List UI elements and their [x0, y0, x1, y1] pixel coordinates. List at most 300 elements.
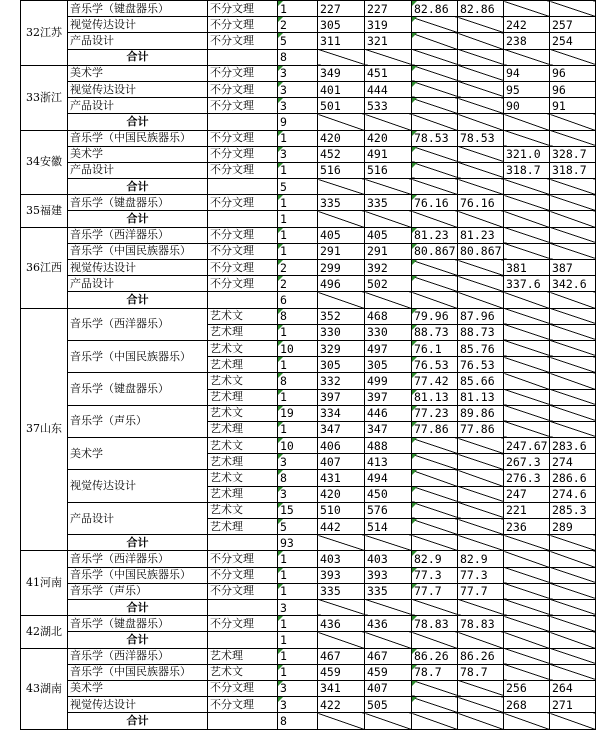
major-min-cell: 318.7: [504, 162, 550, 178]
table-row: [21, 162, 596, 178]
empty-culture-max-cell: [458, 438, 504, 454]
plan-count-cell: 1: [278, 664, 318, 680]
empty-total-cell: [458, 49, 504, 65]
min-cell: 397: [318, 389, 365, 405]
empty-major-max-cell: [550, 373, 596, 389]
culture-min-cell: 77.86: [412, 421, 458, 437]
major-cell: 美术学: [68, 680, 208, 696]
major-max-cell: 274.6: [550, 486, 596, 502]
major-cell: 音乐学（声乐）: [68, 405, 208, 437]
category-cell: 不分文理: [208, 98, 278, 114]
empty-major-min-cell: [504, 551, 550, 567]
empty-total-cell: [504, 292, 550, 308]
plan-count-cell: 1: [278, 551, 318, 567]
table-row: [21, 33, 596, 49]
plan-count-cell: 1: [278, 567, 318, 583]
category-cell: 不分文理: [208, 616, 278, 632]
culture-min-cell: 76.1: [412, 340, 458, 356]
empty-culture-max-cell: [458, 81, 504, 97]
category-cell: 不分文理: [208, 227, 278, 243]
major-cell: 音乐学（键盘器乐）: [68, 195, 208, 211]
total-row: [21, 211, 596, 227]
min-cell: 299: [318, 260, 365, 276]
max-cell: 450: [365, 486, 412, 502]
province-cell: 36江西: [21, 227, 68, 308]
min-cell: 291: [318, 243, 365, 259]
empty-total-cell: [318, 211, 365, 227]
plan-count-cell: 8: [278, 373, 318, 389]
max-cell: 335: [365, 583, 412, 599]
max-cell: 499: [365, 373, 412, 389]
empty-total-cell: [550, 632, 596, 648]
culture-max-cell: 88.73: [458, 324, 504, 340]
table-row: [21, 551, 596, 567]
category-cell: 不分文理: [208, 260, 278, 276]
min-cell: 501: [318, 98, 365, 114]
min-cell: 442: [318, 519, 365, 535]
empty-major-min-cell: [504, 389, 550, 405]
empty-major-min-cell: [504, 664, 550, 680]
category-cell: 不分文理: [208, 146, 278, 162]
empty-major-min-cell: [504, 308, 550, 324]
max-cell: 505: [365, 697, 412, 713]
major-max-cell: 318.7: [550, 162, 596, 178]
major-cell: 美术学: [68, 65, 208, 81]
total-row: [21, 713, 596, 730]
culture-max-cell: 85.66: [458, 373, 504, 389]
empty-total-cell: [412, 114, 458, 130]
empty-major-min-cell: [504, 243, 550, 259]
empty-total-cell: [504, 632, 550, 648]
major-min-cell: 247: [504, 486, 550, 502]
empty-total-cell: [412, 599, 458, 615]
empty-major-max-cell: [550, 616, 596, 632]
max-cell: 405: [365, 227, 412, 243]
empty-major-min-cell: [504, 357, 550, 373]
category-cell: 不分文理: [208, 1, 278, 17]
major-cell: 音乐学（西洋器乐）: [68, 551, 208, 567]
empty-total-cell: [365, 49, 412, 65]
culture-min-cell: 81.13: [412, 389, 458, 405]
empty-total-cell: [412, 179, 458, 195]
culture-max-cell: 76.16: [458, 195, 504, 211]
empty-culture-max-cell: [458, 260, 504, 276]
empty-total-cell: [318, 114, 365, 130]
major-min-cell: 337.6: [504, 276, 550, 292]
empty-major-max-cell: [550, 227, 596, 243]
total-label: 合计: [68, 292, 208, 308]
empty-culture-max-cell: [458, 697, 504, 713]
empty-culture-max-cell: [458, 65, 504, 81]
category-cell: 艺术理: [208, 324, 278, 340]
culture-min-cell: 77.23: [412, 405, 458, 421]
min-cell: 352: [318, 308, 365, 324]
total-count-cell: 8: [278, 49, 318, 65]
empty-major-min-cell: [504, 195, 550, 211]
plan-count-cell: 3: [278, 454, 318, 470]
empty-culture-min-cell: [412, 98, 458, 114]
max-cell: 467: [365, 648, 412, 664]
major-max-cell: 264: [550, 680, 596, 696]
category-cell: 不分文理: [208, 680, 278, 696]
max-cell: 305: [365, 357, 412, 373]
total-row: [21, 292, 596, 308]
plan-count-cell: 1: [278, 227, 318, 243]
total-count-cell: 5: [278, 179, 318, 195]
total-label: 合计: [68, 632, 208, 648]
total-spacer: [208, 713, 278, 730]
major-max-cell: 254: [550, 33, 596, 49]
culture-min-cell: 76.53: [412, 357, 458, 373]
major-max-cell: 285.3: [550, 502, 596, 518]
province-cell: 43湖南: [21, 648, 68, 730]
min-cell: 467: [318, 648, 365, 664]
province-cell: 33浙江: [21, 65, 68, 130]
total-row: [21, 179, 596, 195]
category-cell: 不分文理: [208, 243, 278, 259]
empty-major-max-cell: [550, 324, 596, 340]
plan-count-cell: 1: [278, 357, 318, 373]
min-cell: 332: [318, 373, 365, 389]
plan-count-cell: 2: [278, 260, 318, 276]
empty-total-cell: [550, 713, 596, 730]
total-count-cell: 1: [278, 211, 318, 227]
table-row: [21, 17, 596, 33]
empty-major-max-cell: [550, 648, 596, 664]
max-cell: 451: [365, 65, 412, 81]
major-min-cell: 267.3: [504, 454, 550, 470]
max-cell: 436: [365, 616, 412, 632]
plan-count-cell: 1: [278, 130, 318, 146]
total-spacer: [208, 632, 278, 648]
max-cell: 397: [365, 389, 412, 405]
category-cell: 艺术文: [208, 373, 278, 389]
empty-total-cell: [504, 713, 550, 730]
empty-culture-max-cell: [458, 98, 504, 114]
empty-total-cell: [365, 114, 412, 130]
table-row: [21, 243, 596, 259]
major-max-cell: 328.7: [550, 146, 596, 162]
empty-total-cell: [458, 599, 504, 615]
major-max-cell: 387: [550, 260, 596, 276]
category-cell: 艺术文: [208, 405, 278, 421]
plan-count-cell: 1: [278, 195, 318, 211]
culture-max-cell: 80.867: [458, 243, 504, 259]
table-row: [21, 260, 596, 276]
max-cell: 227: [365, 1, 412, 17]
empty-major-max-cell: [550, 357, 596, 373]
empty-major-min-cell: [504, 373, 550, 389]
empty-total-cell: [365, 292, 412, 308]
culture-min-cell: 80.867: [412, 243, 458, 259]
min-cell: 227: [318, 1, 365, 17]
empty-total-cell: [550, 535, 596, 551]
province-cell: 34安徽: [21, 130, 68, 195]
min-cell: 329: [318, 340, 365, 356]
total-spacer: [208, 211, 278, 227]
empty-total-cell: [458, 535, 504, 551]
major-min-cell: 381: [504, 260, 550, 276]
total-count-cell: 93: [278, 535, 318, 551]
plan-count-cell: 10: [278, 438, 318, 454]
max-cell: 407: [365, 680, 412, 696]
major-max-cell: 274: [550, 454, 596, 470]
province-cell: 42湖北: [21, 616, 68, 648]
table-row: [21, 664, 596, 680]
major-cell: 音乐学（键盘器乐）: [68, 373, 208, 405]
plan-count-cell: 5: [278, 519, 318, 535]
plan-count-cell: 3: [278, 65, 318, 81]
empty-total-cell: [504, 179, 550, 195]
table-row: [21, 227, 596, 243]
empty-total-cell: [412, 211, 458, 227]
table-row: [21, 680, 596, 696]
empty-total-cell: [458, 179, 504, 195]
culture-max-cell: 85.76: [458, 340, 504, 356]
empty-total-cell: [365, 599, 412, 615]
empty-total-cell: [504, 49, 550, 65]
min-cell: 349: [318, 65, 365, 81]
table-row: [21, 583, 596, 599]
culture-min-cell: 78.83: [412, 616, 458, 632]
major-min-cell: 242: [504, 17, 550, 33]
plan-count-cell: 8: [278, 308, 318, 324]
plan-count-cell: 10: [278, 340, 318, 356]
total-row: [21, 632, 596, 648]
total-count-cell: 3: [278, 599, 318, 615]
major-cell: 音乐学（键盘器乐）: [68, 1, 208, 17]
province-cell: 37山东: [21, 308, 68, 551]
category-cell: 不分文理: [208, 162, 278, 178]
table-row: [21, 567, 596, 583]
category-cell: 艺术理: [208, 648, 278, 664]
empty-culture-min-cell: [412, 502, 458, 518]
empty-total-cell: [318, 535, 365, 551]
major-cell: 音乐学（西洋器乐）: [68, 648, 208, 664]
empty-total-cell: [365, 211, 412, 227]
max-cell: 533: [365, 98, 412, 114]
plan-count-cell: 1: [278, 583, 318, 599]
empty-total-cell: [365, 179, 412, 195]
total-label: 合计: [68, 535, 208, 551]
plan-count-cell: 8: [278, 470, 318, 486]
empty-major-min-cell: [504, 567, 550, 583]
empty-total-cell: [550, 211, 596, 227]
empty-total-cell: [318, 179, 365, 195]
culture-max-cell: 87.96: [458, 308, 504, 324]
major-cell: 美术学: [68, 438, 208, 470]
category-cell: 不分文理: [208, 130, 278, 146]
major-cell: 视觉传达设计: [68, 697, 208, 713]
max-cell: 321: [365, 33, 412, 49]
major-min-cell: 268: [504, 697, 550, 713]
major-cell: 产品设计: [68, 98, 208, 114]
empty-total-cell: [412, 292, 458, 308]
major-min-cell: 221: [504, 502, 550, 518]
culture-max-cell: 78.53: [458, 130, 504, 146]
empty-culture-min-cell: [412, 519, 458, 535]
culture-min-cell: 77.3: [412, 567, 458, 583]
max-cell: 502: [365, 276, 412, 292]
empty-major-min-cell: [504, 616, 550, 632]
total-spacer: [208, 114, 278, 130]
max-cell: 514: [365, 519, 412, 535]
major-cell: 产品设计: [68, 33, 208, 49]
category-cell: 不分文理: [208, 81, 278, 97]
major-max-cell: 283.6: [550, 438, 596, 454]
empty-total-cell: [550, 599, 596, 615]
empty-major-min-cell: [504, 1, 550, 17]
major-cell: 产品设计: [68, 162, 208, 178]
empty-major-min-cell: [504, 421, 550, 437]
category-cell: 艺术文: [208, 664, 278, 680]
culture-max-cell: 76.53: [458, 357, 504, 373]
category-cell: 艺术理: [208, 519, 278, 535]
total-row: [21, 49, 596, 65]
plan-count-cell: 1: [278, 648, 318, 664]
table-row: [21, 1, 596, 17]
category-cell: 艺术文: [208, 340, 278, 356]
culture-max-cell: 77.3: [458, 567, 504, 583]
empty-total-cell: [318, 292, 365, 308]
table-row: [21, 98, 596, 114]
major-cell: 音乐学（中国民族器乐）: [68, 130, 208, 146]
table-row: [21, 146, 596, 162]
empty-major-min-cell: [504, 227, 550, 243]
max-cell: 576: [365, 502, 412, 518]
empty-total-cell: [504, 114, 550, 130]
plan-count-cell: 3: [278, 81, 318, 97]
culture-max-cell: 89.86: [458, 405, 504, 421]
empty-major-min-cell: [504, 340, 550, 356]
empty-culture-min-cell: [412, 486, 458, 502]
max-cell: 459: [365, 664, 412, 680]
culture-max-cell: 78.7: [458, 664, 504, 680]
table-row: [21, 195, 596, 211]
max-cell: 420: [365, 130, 412, 146]
major-cell: 视觉传达设计: [68, 260, 208, 276]
empty-total-cell: [458, 114, 504, 130]
culture-min-cell: 88.73: [412, 324, 458, 340]
category-cell: 艺术文: [208, 438, 278, 454]
category-cell: 不分文理: [208, 567, 278, 583]
min-cell: 330: [318, 324, 365, 340]
empty-culture-min-cell: [412, 470, 458, 486]
culture-min-cell: 77.7: [412, 583, 458, 599]
min-cell: 401: [318, 81, 365, 97]
min-cell: 436: [318, 616, 365, 632]
empty-total-cell: [458, 632, 504, 648]
major-cell: 视觉传达设计: [68, 17, 208, 33]
major-min-cell: 276.3: [504, 470, 550, 486]
empty-total-cell: [504, 211, 550, 227]
empty-major-min-cell: [504, 583, 550, 599]
empty-major-max-cell: [550, 308, 596, 324]
max-cell: 491: [365, 146, 412, 162]
major-min-cell: 256: [504, 680, 550, 696]
table-row: [21, 405, 596, 421]
empty-major-max-cell: [550, 130, 596, 146]
major-min-cell: 238: [504, 33, 550, 49]
min-cell: 431: [318, 470, 365, 486]
category-cell: 不分文理: [208, 65, 278, 81]
major-max-cell: 91: [550, 98, 596, 114]
empty-culture-max-cell: [458, 470, 504, 486]
min-cell: 420: [318, 486, 365, 502]
empty-culture-min-cell: [412, 33, 458, 49]
max-cell: 393: [365, 567, 412, 583]
category-cell: 艺术理: [208, 357, 278, 373]
table-row: [21, 648, 596, 664]
min-cell: 452: [318, 146, 365, 162]
total-row: [21, 535, 596, 551]
empty-culture-min-cell: [412, 146, 458, 162]
max-cell: 446: [365, 405, 412, 421]
min-cell: 516: [318, 162, 365, 178]
empty-culture-max-cell: [458, 146, 504, 162]
min-cell: 334: [318, 405, 365, 421]
empty-total-cell: [504, 599, 550, 615]
empty-major-max-cell: [550, 551, 596, 567]
total-label: 合计: [68, 114, 208, 130]
major-cell: 音乐学（中国民族器乐）: [68, 664, 208, 680]
empty-culture-min-cell: [412, 680, 458, 696]
major-cell: 音乐学（声乐）: [68, 583, 208, 599]
min-cell: 420: [318, 130, 365, 146]
empty-total-cell: [550, 179, 596, 195]
max-cell: 444: [365, 81, 412, 97]
total-label: 合计: [68, 713, 208, 730]
major-cell: 音乐学（中国民族器乐）: [68, 243, 208, 259]
table-row: [21, 438, 596, 454]
min-cell: 496: [318, 276, 365, 292]
major-cell: 音乐学（西洋器乐）: [68, 308, 208, 340]
major-cell: 视觉传达设计: [68, 81, 208, 97]
table-row: [21, 616, 596, 632]
empty-major-max-cell: [550, 389, 596, 405]
max-cell: 403: [365, 551, 412, 567]
plan-count-cell: 15: [278, 502, 318, 518]
min-cell: 407: [318, 454, 365, 470]
min-cell: 335: [318, 583, 365, 599]
empty-culture-max-cell: [458, 680, 504, 696]
plan-count-cell: 3: [278, 680, 318, 696]
total-label: 合计: [68, 49, 208, 65]
empty-culture-min-cell: [412, 65, 458, 81]
province-cell: 41河南: [21, 551, 68, 616]
empty-total-cell: [550, 292, 596, 308]
category-cell: 不分文理: [208, 551, 278, 567]
table-row: [21, 697, 596, 713]
major-min-cell: 90: [504, 98, 550, 114]
empty-culture-min-cell: [412, 454, 458, 470]
empty-major-min-cell: [504, 130, 550, 146]
category-cell: 不分文理: [208, 697, 278, 713]
plan-count-cell: 2: [278, 17, 318, 33]
category-cell: 不分文理: [208, 17, 278, 33]
empty-major-max-cell: [550, 421, 596, 437]
total-label: 合计: [68, 179, 208, 195]
culture-min-cell: 79.96: [412, 308, 458, 324]
category-cell: 不分文理: [208, 33, 278, 49]
empty-culture-min-cell: [412, 162, 458, 178]
culture-max-cell: 81.13: [458, 389, 504, 405]
major-min-cell: 247.67: [504, 438, 550, 454]
major-max-cell: 257: [550, 17, 596, 33]
min-cell: 422: [318, 697, 365, 713]
category-cell: 不分文理: [208, 195, 278, 211]
total-spacer: [208, 179, 278, 195]
